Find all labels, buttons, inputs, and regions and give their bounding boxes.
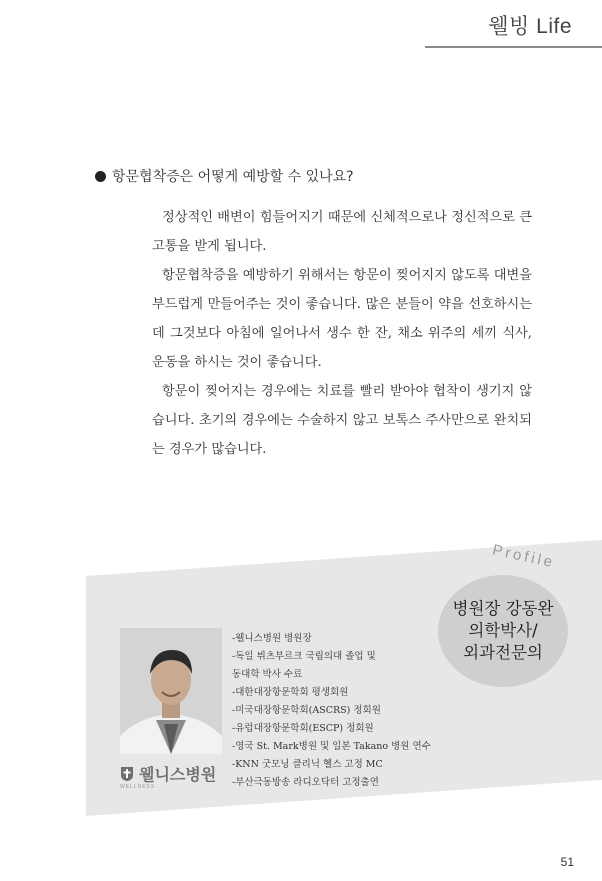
doctor-portrait-icon [120, 628, 222, 754]
hospital-logo [120, 762, 217, 790]
article-body [152, 203, 532, 464]
logo-text: 웰니스병원 [139, 765, 217, 784]
doctor-photo [120, 628, 222, 754]
profile-title-circle [438, 575, 568, 687]
page-number: 51 [560, 855, 574, 869]
bio-item: -미국대장항문학회(ASCRS) 정회원 [232, 705, 381, 716]
profile-title-line: 외과전문의 [463, 643, 543, 662]
question-heading [95, 166, 354, 186]
shield-icon [120, 766, 134, 782]
header-divider [425, 46, 602, 48]
bio-item: -독일 뷔츠부르크 국립의대 졸업 및 [232, 651, 376, 662]
bio-item: 동대학 박사 수료 [232, 669, 303, 680]
section-header [488, 10, 572, 40]
bullet-icon [95, 171, 106, 182]
paragraph: 정상적인 배변이 힘들어지기 때문에 신체적으로나 정신적으로 큰 고통을 받게 됩니다. [152, 210, 532, 254]
profile-title-line: 의학박사/ [468, 621, 538, 640]
profile-label: Profile [490, 541, 557, 572]
bio-item: -웰니스병원 병원장 [232, 633, 312, 644]
bio-item: -부산극동방송 라디오닥터 고정출연 [232, 777, 379, 788]
profile-title-line: 병원장 강동완 [452, 599, 554, 618]
paragraph: 항문협착증을 예방하기 위해서는 항문이 찢어지지 않도록 대변을 부드럽게 만들어주는 것이 좋습니다. 많은 분들이 약을 선호하시는데 그것보다 아침에 일어나서 생수 한 잔, 채소 위주의 세끼 식사, 운동을 하시는 것이 좋습니다. [152, 268, 532, 370]
logo-subtext: WELLNESS [120, 784, 156, 790]
bio-item: -대한대장항문학회 평생회원 [232, 687, 349, 698]
bio-item: -영국 St. Mark병원 및 일본 Takano 병원 연수 [232, 741, 431, 752]
paragraph: 항문이 찢어지는 경우에는 치료를 빨리 받아야 협착이 생기지 않습니다. 초기의 경우에는 수술하지 않고 보톡스 주사만으로 완치되는 경우가 많습니다. [152, 384, 532, 457]
bio-list [232, 630, 452, 792]
bio-item: -유럽대장항문학회(ESCP) 정회원 [232, 723, 374, 734]
section-title: 웰빙 Life [488, 15, 572, 38]
question-text: 항문협착증은 어떻게 예방할 수 있나요? [112, 169, 354, 185]
bio-item: -KNN 굿모닝 클리닉 헬스 고정 MC [232, 759, 383, 770]
